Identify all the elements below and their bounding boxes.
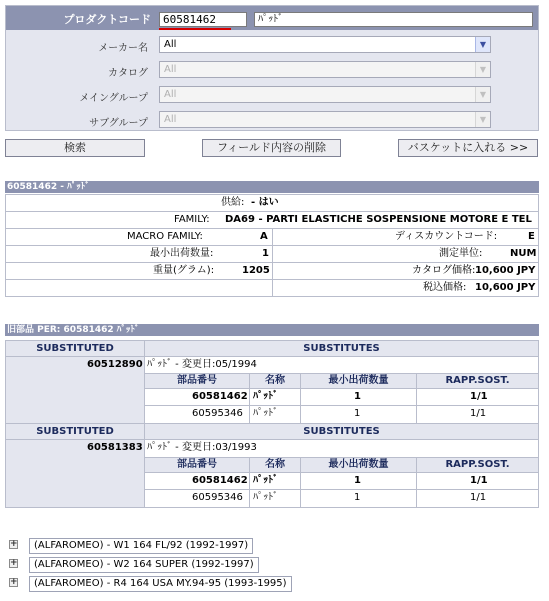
table-row-name: ﾊﾟｯﾄﾞ [253, 408, 278, 419]
product-details [5, 194, 539, 297]
divider [145, 472, 538, 473]
table-row-min: 1 [354, 408, 361, 419]
table-row-min: 1 [354, 492, 361, 503]
column-divider [272, 229, 273, 297]
col-min-qty: 最小出荷数量 [301, 458, 416, 472]
divider [144, 341, 145, 507]
divider [145, 388, 538, 389]
family-row [6, 212, 538, 229]
table-row-part: 60595346 [192, 408, 243, 419]
table-row-name: ﾊﾟｯﾄﾞ [253, 391, 278, 402]
divider [145, 489, 538, 490]
divider [249, 373, 250, 423]
divider [6, 439, 538, 440]
col-rapp-sost: RAPP.SOST. [417, 374, 538, 388]
substitutes-header: SUBSTITUTES [145, 424, 538, 439]
table-row-part: 60581462 [192, 391, 248, 402]
chevron-down-icon[interactable]: ▼ [475, 37, 490, 52]
family-value: DA69 - PARTI ELASTICHE SOSPENSIONE MOTORE E TEL [225, 214, 532, 225]
table-row-name: ﾊﾟｯﾄﾞ [253, 475, 278, 486]
search-form [5, 5, 539, 131]
application-link[interactable]: (ALFAROMEO) - W1 164 FL/92 (1992-1997) [29, 538, 253, 554]
main-group-select[interactable] [159, 86, 491, 103]
product-description-input[interactable]: ﾊﾟｯﾄﾞ [254, 12, 533, 27]
maker-select-value: All [164, 39, 177, 50]
substitute-change-note: ﾊﾟｯﾄﾞ - 変更日:03/1993 [147, 442, 257, 453]
table-row-rapp: 1/1 [470, 391, 488, 402]
macro-family-label: MACRO FAMILY: [127, 231, 203, 242]
maker-select[interactable] [159, 36, 491, 53]
clear-fields-button[interactable]: フィールド内容の削除 [202, 139, 341, 157]
divider [300, 373, 301, 423]
product-code-bar [6, 6, 538, 30]
application-link[interactable]: (ALFAROMEO) - R4 164 USA MY.94-95 (1993-1995) [29, 576, 292, 592]
col-name: 名称 [250, 458, 300, 472]
maker-label: メーカー名 [98, 43, 148, 54]
supply-value: - はい [251, 197, 279, 208]
tax-price-label: 税込価格: [423, 282, 467, 293]
search-button[interactable]: 検索 [5, 139, 145, 157]
substitutes-header: SUBSTITUTES [145, 341, 538, 356]
table-row-rapp: 1/1 [470, 475, 488, 486]
chevron-down-icon: ▼ [475, 87, 490, 102]
expand-plus-icon[interactable]: + [10, 558, 18, 568]
expand-plus-icon[interactable]: + [10, 539, 18, 549]
divider [6, 356, 538, 357]
divider [145, 373, 538, 374]
old-parts-title: 旧部品 PER: 60581462 ﾊﾟｯﾄﾞ [5, 324, 539, 336]
table-row-part: 60595346 [192, 492, 243, 503]
min-qty-value: 1 [262, 248, 269, 259]
col-part-number: 部品番号 [145, 374, 249, 388]
divider [416, 373, 417, 423]
col-part-number: 部品番号 [145, 458, 249, 472]
discount-code-label: ディスカウントコード: [395, 231, 498, 242]
unit-value: NUM [510, 248, 537, 259]
catalog-label: カタログ [108, 68, 148, 79]
divider [145, 405, 538, 406]
catalog-select-value: All [164, 64, 177, 75]
table-row-rapp: 1/1 [470, 492, 487, 503]
divider [300, 457, 301, 507]
macro-family-value: A [260, 231, 268, 242]
sub-group-select[interactable] [159, 111, 491, 128]
tax-price-value: 10,600 JPY [475, 282, 536, 293]
product-code-input[interactable]: 60581462 [159, 12, 247, 27]
substitute-change-note: ﾊﾟｯﾄﾞ - 変更日:05/1994 [147, 359, 257, 370]
substitutes-table [5, 340, 539, 508]
application-link[interactable]: (ALFAROMEO) - W2 164 SUPER (1992-1997) [29, 557, 259, 573]
table-row-part: 60581462 [192, 475, 248, 486]
table-row-rapp: 1/1 [470, 408, 487, 419]
substituted-code: 60512890 [87, 359, 143, 370]
weight-label: 重量(グラム): [153, 265, 215, 276]
col-rapp-sost: RAPP.SOST. [417, 458, 538, 472]
family-label: FAMILY: [174, 214, 210, 225]
substituted-header: SUBSTITUTED [6, 424, 144, 439]
chevron-down-icon: ▼ [475, 62, 490, 77]
min-qty-label: 最小出荷数量: [150, 248, 214, 259]
supply-row [6, 195, 538, 212]
weight-value: 1205 [242, 265, 270, 276]
divider [416, 457, 417, 507]
sub-group-label: サブグループ [89, 118, 148, 129]
col-min-qty: 最小出荷数量 [301, 374, 416, 388]
table-row-name: ﾊﾟｯﾄﾞ [253, 492, 278, 503]
col-name: 名称 [250, 374, 300, 388]
product-code-label: プロダクトコード [63, 13, 151, 26]
product-title: 60581462 - ﾊﾟｯﾄﾞ [5, 181, 539, 193]
discount-code-value: E [528, 231, 535, 242]
chevron-down-icon: ▼ [475, 112, 490, 127]
table-row-min: 1 [354, 475, 361, 486]
sub-group-select-value: All [164, 114, 177, 125]
unit-label: 測定単位: [439, 248, 483, 259]
main-group-select-value: All [164, 89, 177, 100]
catalog-select[interactable] [159, 61, 491, 78]
catalog-price-label: カタログ価格: [412, 265, 476, 276]
add-to-basket-button[interactable]: バスケットに入れる >> [398, 139, 538, 157]
substituted-code: 60581383 [87, 442, 143, 453]
expand-plus-icon[interactable]: + [10, 577, 18, 587]
divider [249, 457, 250, 507]
highlight-underline [159, 28, 231, 30]
catalog-price-value: 10,600 JPY [475, 265, 536, 276]
table-row-min: 1 [354, 391, 361, 402]
divider [145, 457, 538, 458]
substituted-header: SUBSTITUTED [6, 341, 144, 356]
main-group-label: メイングループ [79, 93, 148, 104]
supply-label: 供給: [221, 197, 245, 208]
